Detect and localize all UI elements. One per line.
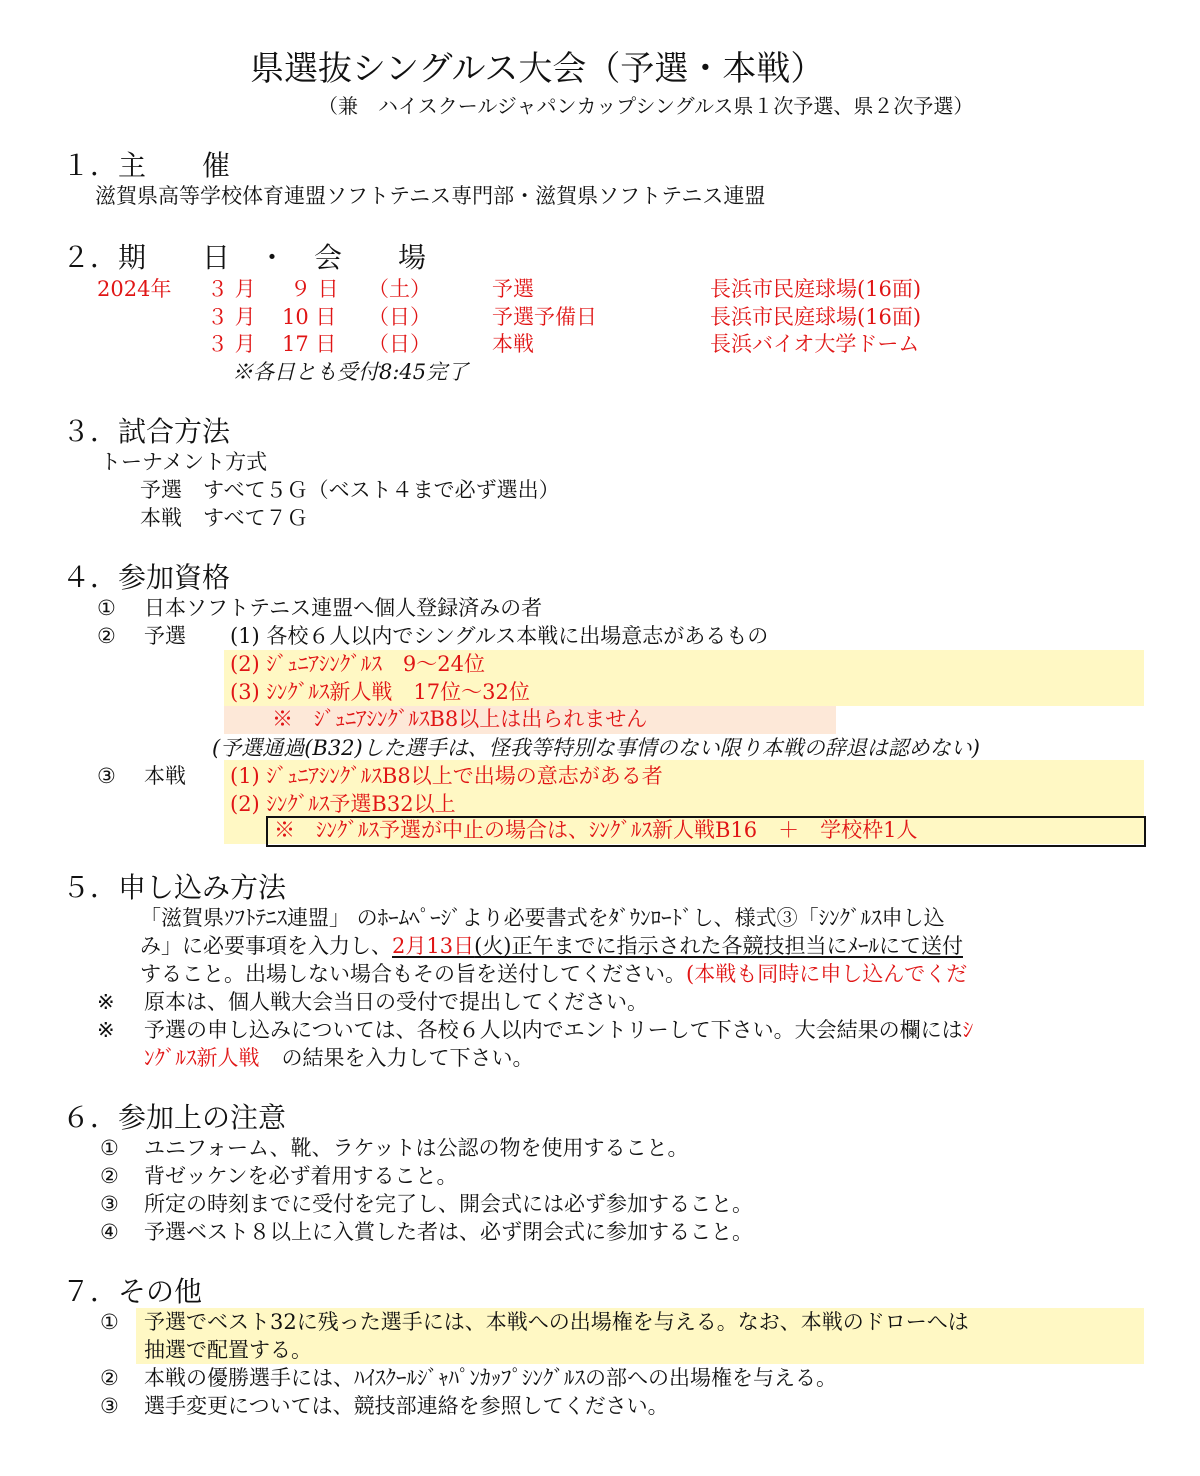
schedule-weekday: （日） <box>368 305 431 329</box>
main-note: ※ ｼﾝｸﾞﾙｽ予選が中止の場合は、ｼﾝｸﾞﾙｽ新人戦B16 ＋ 学校枠1人 <box>274 818 918 842</box>
reception-note: ※各日とも受付8:45完了 <box>232 360 469 384</box>
main-label: 本戦 <box>144 764 186 788</box>
schedule-year: 2024年 <box>97 277 172 301</box>
item-number: ② <box>97 624 116 648</box>
other-3: 選手変更については、競技部連絡を参照してください。 <box>144 1394 669 1418</box>
schedule-venue: 長浜バイオ大学ドーム <box>710 332 920 356</box>
application-note-2: 予選の申し込みについては、各校６人以内でエントリーして下さい。大会結果の欄にはｼ <box>144 1018 974 1042</box>
schedule-month: ３ 月 <box>207 332 256 356</box>
organizer-text: 滋賀県高等学校体育連盟ソフトテニス専門部・滋賀県ソフトテニス連盟 <box>95 184 766 208</box>
main-format: 本戦 すべて７Ｇ <box>140 506 308 530</box>
note-mark: ※ <box>97 1018 115 1042</box>
schedule-day: 17 日 <box>282 332 337 356</box>
schedule-event: 本戦 <box>492 332 534 356</box>
schedule-venue: 長浜市民庭球場(16面) <box>710 305 922 329</box>
preliminary-criterion-1: (1) 各校６人以内でシングルス本戦に出場意志があるもの <box>230 624 769 648</box>
item-number: ② <box>100 1366 119 1390</box>
preliminary-format: 予選 すべて５Ｇ（ベスト４まで必ず選出） <box>140 478 560 502</box>
page-title: 県選抜シングルス大会（予選・本戦） <box>250 49 825 89</box>
caution-1: ユニフォーム、靴、ラケットは公認の物を使用すること。 <box>144 1136 689 1160</box>
deadline-date: 2月13日 <box>392 934 475 958</box>
other-2: 本戦の優勝選手には、ﾊｲｽｸｰﾙｼﾞｬﾊﾟﾝｶｯﾌﾟｼﾝｸﾞﾙｽの部への出場権を与える。 <box>144 1366 837 1390</box>
preliminary-note: ※ ｼﾞｭﾆｱｼﾝｸﾞﾙｽB8以上は出られません <box>272 707 648 731</box>
section-3-heading: ３．試合方法 <box>62 415 231 448</box>
item-number: ② <box>100 1164 119 1188</box>
other-1-cont: 抽選で配置する。 <box>144 1338 312 1362</box>
caution-2: 背ゼッケンを必ず着用すること。 <box>144 1164 458 1188</box>
item-number: ③ <box>97 764 116 788</box>
application-line-3: すること。出場しない場合もその旨を送付してください。(本戦も同時に申し込んでくだ <box>140 962 968 986</box>
section-4-heading: ４．参加資格 <box>62 561 231 594</box>
section-2-heading: ２．期 日 ・ 会 場 <box>62 241 427 274</box>
preliminary-label: 予選 <box>144 624 186 648</box>
preliminary-criterion-3: (3) ｼﾝｸﾞﾙｽ新人戦 17位〜32位 <box>230 680 530 704</box>
application-line-2: み」に必要事項を入力し、2月13日(火)正午までに指示された各競技担当にﾒｰﾙにて送付 <box>140 934 963 958</box>
schedule-day: ９ 日 <box>290 277 339 301</box>
withdrawal-note: (予選通過(B32)した選手は、怪我等特別な事情のない限り本戦の辞退は認めない) <box>212 736 980 760</box>
schedule-weekday: （土） <box>368 277 431 301</box>
main-criterion-2: (2) ｼﾝｸﾞﾙｽ予選B32以上 <box>230 792 456 816</box>
application-line-1: 「滋賀県ｿﾌﾄﾃﾆｽ連盟」 のﾎｰﾑﾍﾟｰｼﾞより必要書式をﾀﾞｳﾝﾛｰﾄﾞし、様式③「ｼﾝｸﾞﾙｽ申し込 <box>140 906 945 930</box>
note-mark: ※ <box>97 990 115 1014</box>
application-note-1: 原本は、個人戦大会当日の受付で提出してください。 <box>144 990 648 1014</box>
section-1-heading: １．主 催 <box>62 149 231 182</box>
item-number: ③ <box>100 1192 119 1216</box>
section-5-heading: ５．申し込み方法 <box>62 871 287 904</box>
caution-3: 所定の時刻までに受付を完了し、開会式には必ず参加すること。 <box>144 1192 753 1216</box>
format-text: トーナメント方式 <box>100 450 268 474</box>
schedule-venue: 長浜市民庭球場(16面) <box>710 277 922 301</box>
section-7-heading: ７．その他 <box>62 1275 203 1308</box>
item-number: ① <box>100 1310 119 1334</box>
item-number: ④ <box>100 1220 119 1244</box>
page-subtitle: （兼 ハイスクールジャパンカップシングルス県１次予選、県２次予選） <box>318 94 974 118</box>
item-number: ① <box>97 596 116 620</box>
schedule-event: 予選予備日 <box>492 305 597 329</box>
schedule-day: 10 日 <box>282 305 337 329</box>
application-note-2-cont: ﾝｸﾞﾙｽ新人戦 の結果を入力して下さい。 <box>144 1046 534 1070</box>
schedule-event: 予選 <box>492 277 534 301</box>
schedule-weekday: （日） <box>368 332 431 356</box>
eligibility-1: 日本ソフトテニス連盟へ個人登録済みの者 <box>144 596 543 620</box>
preliminary-criterion-2: (2) ｼﾞｭﾆｱｼﾝｸﾞﾙｽ 9〜24位 <box>230 652 486 676</box>
caution-4: 予選ベスト８以上に入賞した者は、必ず閉会式に参加すること。 <box>144 1220 753 1244</box>
main-criterion-1: (1) ｼﾞｭﾆｱｼﾝｸﾞﾙｽB8以上で出場の意志がある者 <box>230 764 663 788</box>
item-number: ① <box>100 1136 119 1160</box>
schedule-month: ３ 月 <box>207 305 256 329</box>
schedule-month: ３ 月 <box>207 277 256 301</box>
item-number: ③ <box>100 1394 119 1418</box>
other-1: 予選でベスト32に残った選手には、本戦への出場権を与える。なお、本戦のドローへは <box>144 1310 969 1334</box>
section-6-heading: ６．参加上の注意 <box>62 1101 287 1134</box>
